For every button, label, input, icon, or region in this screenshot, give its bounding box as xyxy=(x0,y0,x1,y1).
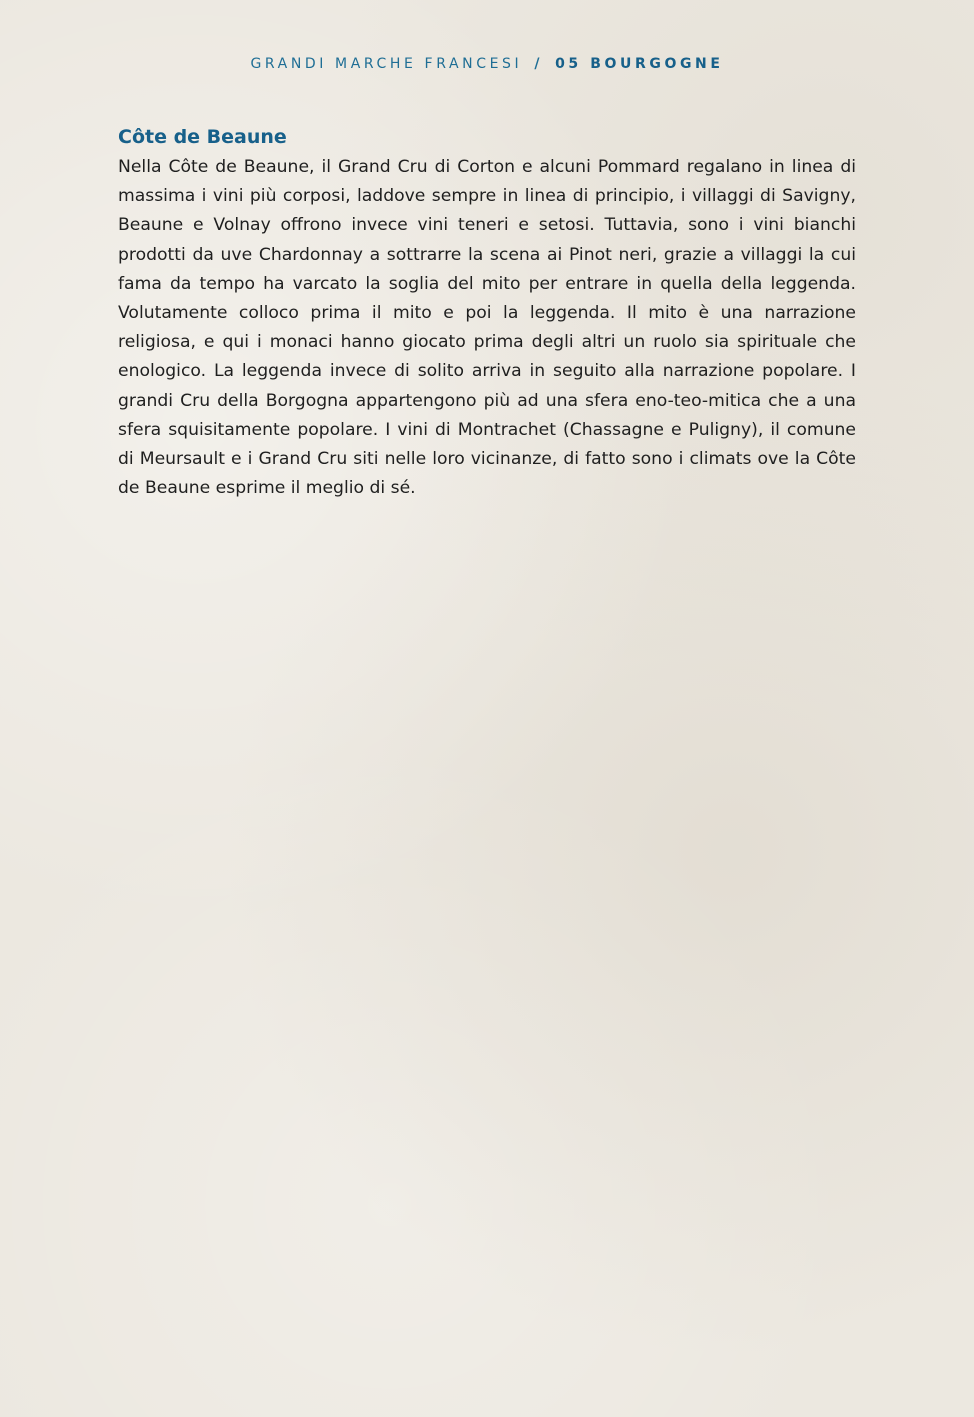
chapter-label: 05 BOURGOGNE xyxy=(555,56,724,72)
section-body: Nella Côte de Beaune, il Grand Cru di Corton e alcuni Pommard regalano in linea di massima i vini più corposi, laddove sempre in linea di principio, i villaggi di Savigny, Beaune e Volnay offrono invece vini teneri e setosi. Tuttavia, sono i vini bianchi prodotti da uve Chardonnay a sottrarre la scena ai Pinot neri, grazie a villaggi la cui fama da tempo ha varcato la soglia del mito per entrare in quella della leggenda. Volutamente colloco prima il mito e poi la leggenda. Il mito è una narrazione religiosa, e qui i monaci hanno giocato prima degli altri un ruolo sia spirituale che enologico. La leggenda invece di solito arriva in seguito alla narrazione popolare. I grandi Cru della Borgogna appartengono più ad una sfera eno-teo-mitica che a una sfera squisitamente popolare. I vini di Montrachet (Chassagne e Puligny), il comune di Meursault e i Grand Cru siti nelle loro vicinanze, di fatto sono i climats ove la Côte de Beaune esprime il meglio di sé. xyxy=(118,157,856,499)
section-content xyxy=(118,124,856,503)
section-title: Côte de Beaune xyxy=(118,126,287,148)
running-header xyxy=(0,56,974,72)
book-title: GRANDI MARCHE FRANCESI xyxy=(250,56,523,72)
header-separator: / xyxy=(534,56,544,72)
